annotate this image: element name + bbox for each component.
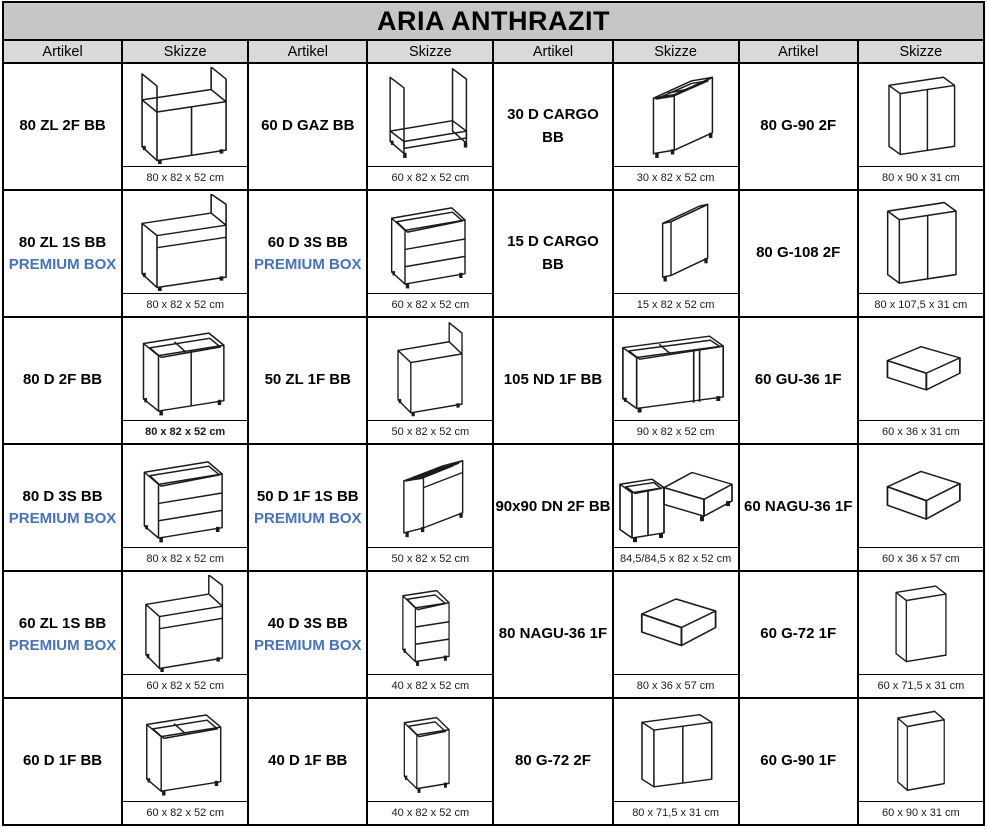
sketch-cell bbox=[613, 317, 739, 444]
premium-box-label: PREMIUM BOX bbox=[254, 636, 362, 654]
flat-lift-up-cabinet-sketch bbox=[859, 445, 983, 547]
premium-box-label: PREMIUM BOX bbox=[8, 509, 117, 527]
dimensions-label: 40 x 82 x 52 cm bbox=[368, 801, 492, 824]
table-row bbox=[3, 571, 984, 698]
dimensions-label: 60 x 90 x 31 cm bbox=[859, 801, 983, 824]
article-code: 60 ZL 1S BB bbox=[18, 615, 107, 633]
dimensions-label: 15 x 82 x 52 cm bbox=[614, 293, 738, 316]
dimensions-label: 30 x 82 x 52 cm bbox=[614, 166, 738, 189]
sketch-cell bbox=[858, 63, 984, 190]
article-code: 80 ZL 1S BB bbox=[18, 234, 107, 252]
article-cell bbox=[248, 190, 367, 317]
article-code: 80 ZL 2F BB bbox=[19, 117, 106, 135]
article-cell bbox=[493, 571, 612, 698]
page-title: ARIA ANTHRAZIT bbox=[3, 2, 984, 40]
dimensions-label: 60 x 82 x 52 cm bbox=[123, 801, 247, 824]
corner-base-cabinet-sketch bbox=[614, 318, 738, 420]
cargo-cabinet-30-sketch bbox=[614, 64, 738, 166]
article-code: 60 D 1F BB bbox=[22, 752, 103, 770]
article-code: 105 ND 1F BB bbox=[503, 371, 603, 389]
sketch-cell bbox=[367, 444, 493, 571]
sketch-cell bbox=[122, 444, 248, 571]
dimensions-label: 80 x 107,5 x 31 cm bbox=[859, 293, 983, 316]
sketch-cell bbox=[122, 571, 248, 698]
base-cabinet-door-drawer-sketch bbox=[368, 445, 492, 547]
wall-cabinet-1-door-sketch bbox=[859, 572, 983, 674]
article-cell bbox=[3, 698, 122, 825]
col-header-artikel-4: Artikel bbox=[739, 40, 858, 63]
article-cell bbox=[739, 190, 858, 317]
article-code: 50 ZL 1F BB bbox=[264, 371, 351, 389]
base-cabinet-2-doors-sketch bbox=[123, 318, 247, 420]
dimensions-label: 80 x 82 x 52 cm bbox=[123, 420, 247, 443]
article-code: 80 G-108 2F bbox=[756, 244, 841, 262]
cargo-cabinet-15-sketch bbox=[614, 191, 738, 293]
article-code: 40 D 1F BB bbox=[268, 752, 348, 770]
col-header-skizze-2: Skizze bbox=[367, 40, 493, 63]
table-row bbox=[3, 698, 984, 825]
sketch-cell bbox=[122, 698, 248, 825]
article-cell bbox=[3, 444, 122, 571]
article-cell bbox=[493, 317, 612, 444]
article-cell bbox=[3, 317, 122, 444]
article-cell bbox=[248, 571, 367, 698]
sink-cabinet-1-drawer-sketch bbox=[123, 191, 247, 293]
premium-box-label: PREMIUM BOX bbox=[8, 255, 117, 273]
article-code: 80 D 3S BB bbox=[22, 488, 103, 506]
dimensions-label: 80 x 36 x 57 cm bbox=[614, 674, 738, 697]
sketch-cell bbox=[858, 698, 984, 825]
col-header-artikel-2: Artikel bbox=[248, 40, 367, 63]
dimensions-label: 80 x 82 x 52 cm bbox=[123, 166, 247, 189]
sketch-cell bbox=[858, 571, 984, 698]
article-cell bbox=[248, 317, 367, 444]
sketch-cell bbox=[613, 571, 739, 698]
col-header-skizze-3: Skizze bbox=[613, 40, 739, 63]
table-row bbox=[3, 444, 984, 571]
dimensions-label: 40 x 82 x 52 cm bbox=[368, 674, 492, 697]
sketch-cell bbox=[858, 317, 984, 444]
col-header-skizze-1: Skizze bbox=[122, 40, 248, 63]
article-cell bbox=[248, 63, 367, 190]
article-cell bbox=[3, 190, 122, 317]
sketch-cell bbox=[367, 571, 493, 698]
table-row bbox=[3, 317, 984, 444]
oven-gap-cabinet-sketch bbox=[368, 64, 492, 166]
article-code: 60 D 3S BB bbox=[267, 234, 348, 252]
sketch-cell bbox=[367, 63, 493, 190]
article-code: 90x90 DN 2F BB bbox=[495, 498, 611, 516]
col-header-skizze-4: Skizze bbox=[858, 40, 984, 63]
premium-box-label: PREMIUM BOX bbox=[254, 509, 362, 527]
col-header-artikel-3: Artikel bbox=[493, 40, 612, 63]
base-cabinet-1-door-narrow-sketch bbox=[368, 699, 492, 801]
article-code: 60 GU-36 1F bbox=[754, 371, 842, 389]
dimensions-label: 50 x 82 x 52 cm bbox=[368, 420, 492, 443]
dimensions-label: 80 x 71,5 x 31 cm bbox=[614, 801, 738, 824]
table-row bbox=[3, 63, 984, 190]
premium-box-label: PREMIUM BOX bbox=[254, 255, 362, 273]
wall-cabinet-1-door-sketch bbox=[859, 699, 983, 801]
sink-cabinet-1-drawer-sketch bbox=[123, 572, 247, 674]
article-cell bbox=[493, 63, 612, 190]
sketch-cell bbox=[122, 190, 248, 317]
flat-lift-up-cabinet-sketch bbox=[614, 572, 738, 674]
dimensions-label: 50 x 82 x 52 cm bbox=[368, 547, 492, 570]
sketch-cell bbox=[367, 190, 493, 317]
article-code: 80 NAGU-36 1F bbox=[498, 625, 608, 643]
article-code: 40 D 3S BB bbox=[267, 615, 348, 633]
sketch-cell bbox=[613, 63, 739, 190]
premium-box-label: PREMIUM BOX bbox=[8, 636, 117, 654]
dimensions-label: 80 x 82 x 52 cm bbox=[123, 547, 247, 570]
wall-cabinet-2-doors-sketch bbox=[859, 64, 983, 166]
dimensions-label: 80 x 82 x 52 cm bbox=[123, 293, 247, 316]
dimensions-label: 60 x 82 x 52 cm bbox=[368, 293, 492, 316]
article-cell bbox=[3, 571, 122, 698]
sink-cabinet-2-doors-sketch bbox=[123, 64, 247, 166]
dimensions-label: 60 x 82 x 52 cm bbox=[123, 674, 247, 697]
article-code: 30 D CARGO BB bbox=[507, 106, 599, 146]
base-cabinet-3-drawers-sketch bbox=[123, 445, 247, 547]
column-header-row bbox=[3, 40, 984, 63]
article-code: 15 D CARGO BB bbox=[507, 233, 599, 273]
article-code: 80 G-90 2F bbox=[760, 117, 837, 135]
wall-cabinet-2-doors-sketch bbox=[614, 699, 738, 801]
article-cell bbox=[493, 444, 612, 571]
dimensions-label: 90 x 82 x 52 cm bbox=[614, 420, 738, 443]
article-cell bbox=[739, 63, 858, 190]
sketch-cell bbox=[122, 63, 248, 190]
article-cell bbox=[739, 571, 858, 698]
article-code: 60 NAGU-36 1F bbox=[744, 498, 853, 516]
article-code: 80 G-72 2F bbox=[515, 752, 591, 770]
sketch-cell bbox=[613, 698, 739, 825]
base-cabinet-1-door-sketch bbox=[123, 699, 247, 801]
base-cabinet-3-drawers-sketch bbox=[368, 191, 492, 293]
table-row bbox=[3, 190, 984, 317]
dimensions-label: 80 x 90 x 31 cm bbox=[859, 166, 983, 189]
article-cell bbox=[493, 190, 612, 317]
article-cell bbox=[739, 698, 858, 825]
article-cell bbox=[739, 444, 858, 571]
sketch-cell bbox=[367, 698, 493, 825]
l-corner-cabinet-sketch bbox=[614, 445, 738, 547]
col-header-artikel-1: Artikel bbox=[3, 40, 122, 63]
sketch-cell bbox=[122, 317, 248, 444]
sketch-cell bbox=[613, 444, 739, 571]
article-cell bbox=[493, 698, 612, 825]
article-cell bbox=[248, 444, 367, 571]
dimensions-label: 60 x 36 x 57 cm bbox=[859, 547, 983, 570]
article-cell bbox=[248, 698, 367, 825]
article-code: 60 D GAZ BB bbox=[261, 117, 355, 135]
article-cell bbox=[3, 63, 122, 190]
flat-lift-up-cabinet-sketch bbox=[859, 318, 983, 420]
dimensions-label: 60 x 36 x 31 cm bbox=[859, 420, 983, 443]
article-code: 80 D 2F BB bbox=[22, 371, 103, 389]
dimensions-label: 60 x 82 x 52 cm bbox=[368, 166, 492, 189]
article-cell bbox=[739, 317, 858, 444]
dimensions-label: 84,5/84,5 x 82 x 52 cm bbox=[614, 547, 738, 570]
wall-cabinet-2-doors-sketch bbox=[859, 191, 983, 293]
sketch-cell bbox=[613, 190, 739, 317]
sketch-cell bbox=[858, 444, 984, 571]
product-catalog-table bbox=[2, 1, 985, 826]
sink-cabinet-1-door-sketch bbox=[368, 318, 492, 420]
article-code: 60 G-90 1F bbox=[760, 752, 837, 770]
sketch-cell bbox=[367, 317, 493, 444]
dimensions-label: 60 x 71,5 x 31 cm bbox=[859, 674, 983, 697]
article-code: 60 G-72 1F bbox=[760, 625, 837, 643]
sketch-cell bbox=[858, 190, 984, 317]
base-cabinet-3-drawers-narrow-sketch bbox=[368, 572, 492, 674]
article-code: 50 D 1F 1S BB bbox=[256, 488, 359, 506]
